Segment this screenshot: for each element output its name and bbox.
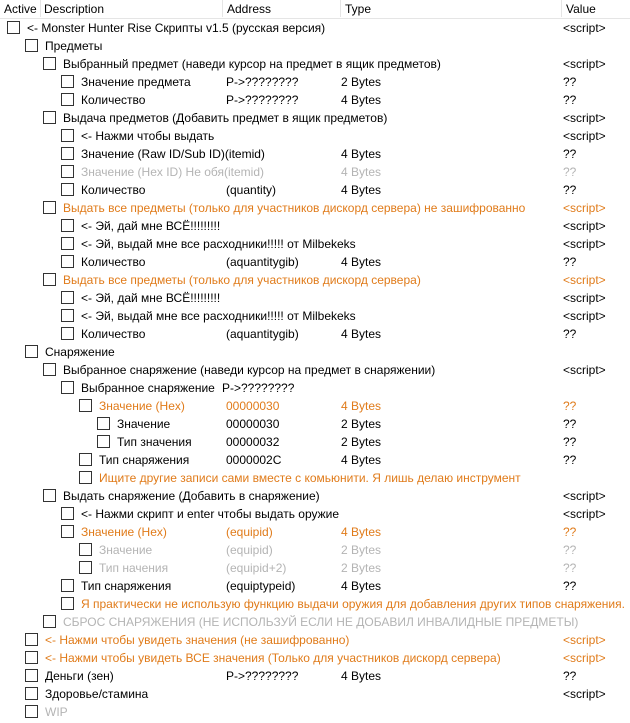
row-value[interactable]: ?? <box>563 561 577 575</box>
row-description[interactable]: СБРОС СНАРЯЖЕНИЯ (НЕ ИСПОЛЬЗУЙ ЕСЛИ НЕ ДОБАВИЛ ИНВАЛИДНЫЕ ПРЕДМЕТЫ) <box>63 615 579 629</box>
row-value[interactable]: ?? <box>563 543 577 557</box>
row-description[interactable]: Значение (Hex ID) Не обя(itemid) <box>81 165 265 179</box>
table-row[interactable] <box>0 523 630 541</box>
table-row[interactable] <box>0 559 630 577</box>
row-description[interactable]: Значение (Hex) <box>99 399 185 413</box>
row-value[interactable]: <script> <box>563 651 606 665</box>
row-description[interactable]: <- Monster Hunter Rise Скрипты v1.5 (русская версия) <box>27 21 326 35</box>
table-row[interactable] <box>0 487 630 505</box>
row-address: (aquantitygib) <box>226 255 299 269</box>
table-row[interactable] <box>0 703 630 721</box>
active-checkbox[interactable] <box>25 669 38 682</box>
row-type: 2 Bytes <box>341 561 382 575</box>
row-value[interactable]: <script> <box>563 219 606 233</box>
row-description[interactable]: Выбранное снаряжение <box>81 381 215 395</box>
row-description[interactable]: Предметы <box>45 39 103 53</box>
row-value[interactable]: <script> <box>563 363 606 377</box>
row-description[interactable]: Выдать снаряжение (Добавить в снаряжение) <box>63 489 320 503</box>
table-row[interactable] <box>0 631 630 649</box>
row-description[interactable]: Значение <box>117 417 171 431</box>
active-checkbox[interactable] <box>61 327 74 340</box>
row-value[interactable]: ?? <box>563 165 577 179</box>
row-value[interactable]: <script> <box>563 633 606 647</box>
row-address: (quantity) <box>226 183 277 197</box>
row-value[interactable]: ?? <box>563 525 577 539</box>
table-row[interactable] <box>0 649 630 667</box>
active-checkbox[interactable] <box>43 615 56 628</box>
row-type: 4 Bytes <box>341 669 382 683</box>
row-type: 4 Bytes <box>341 399 382 413</box>
active-checkbox[interactable] <box>61 597 74 610</box>
header-divider[interactable] <box>40 0 41 17</box>
row-type: 2 Bytes <box>341 75 382 89</box>
row-value[interactable]: ?? <box>563 75 577 89</box>
row-value[interactable]: ?? <box>563 327 577 341</box>
table-row[interactable] <box>0 433 630 451</box>
cheat-table-list <box>0 19 630 721</box>
row-address: P->???????? <box>226 75 299 89</box>
active-checkbox[interactable] <box>61 291 74 304</box>
row-description[interactable]: Количество <box>81 183 146 197</box>
row-address: P->???????? <box>226 669 299 683</box>
row-description[interactable]: Тип значения <box>117 435 192 449</box>
row-address: 00000032 <box>226 435 280 449</box>
row-address: 0000002C <box>226 453 282 467</box>
row-address: (equipid) <box>226 525 273 539</box>
active-checkbox[interactable] <box>61 165 74 178</box>
row-description[interactable]: <- Нажми чтобы выдать <box>81 129 215 143</box>
row-description[interactable]: <- Эй, выдай мне все расходники!!!!! от Milbekeks <box>81 309 356 323</box>
row-type: 4 Bytes <box>341 453 382 467</box>
row-value[interactable]: ?? <box>563 183 577 197</box>
row-description[interactable]: <- Эй, дай мне ВСЁ!!!!!!!!! <box>81 219 221 233</box>
table-row[interactable] <box>0 181 630 199</box>
table-row[interactable] <box>0 577 630 595</box>
header-address[interactable]: Address <box>227 2 272 16</box>
active-checkbox[interactable] <box>79 399 92 412</box>
table-row[interactable] <box>0 541 630 559</box>
header-divider[interactable] <box>340 0 341 17</box>
table-row[interactable] <box>0 253 630 271</box>
row-description[interactable]: Значение предмета <box>81 75 191 89</box>
row-description[interactable]: Количество <box>81 255 146 269</box>
active-checkbox[interactable] <box>61 129 74 142</box>
row-value[interactable]: <script> <box>563 309 606 323</box>
row-description[interactable]: Значение (Hex) <box>81 525 167 539</box>
table-row[interactable] <box>0 163 630 181</box>
row-value[interactable]: <script> <box>563 57 606 71</box>
row-value[interactable]: <script> <box>563 273 606 287</box>
row-type: 2 Bytes <box>341 417 382 431</box>
table-row[interactable] <box>0 307 630 325</box>
table-row[interactable] <box>0 217 630 235</box>
table-row[interactable] <box>0 667 630 685</box>
active-checkbox[interactable] <box>61 507 74 520</box>
active-checkbox[interactable] <box>61 219 74 232</box>
table-row[interactable] <box>0 55 630 73</box>
table-row[interactable] <box>0 145 630 163</box>
row-description[interactable]: <- Эй, дай мне ВСЁ!!!!!!!!! <box>81 291 221 305</box>
table-row[interactable] <box>0 451 630 469</box>
row-type: 4 Bytes <box>341 165 382 179</box>
row-description[interactable]: Здоровье/стамина <box>45 687 149 701</box>
row-description[interactable]: <- Нажми чтобы увидеть значения (не зашифрованно) <box>45 633 350 647</box>
table-row[interactable] <box>0 613 630 631</box>
row-description[interactable]: Значение (Raw ID/Sub ID)(itemid) <box>81 147 265 161</box>
table-row[interactable] <box>0 91 630 109</box>
row-value[interactable]: <script> <box>563 21 606 35</box>
row-description[interactable]: Количество <box>81 93 146 107</box>
row-description[interactable]: Снаряжение <box>45 345 115 359</box>
row-value[interactable]: ?? <box>563 417 577 431</box>
row-address: (equiptypeid) <box>226 579 296 593</box>
active-checkbox[interactable] <box>61 579 74 592</box>
row-value[interactable]: ?? <box>563 579 577 593</box>
table-row[interactable] <box>0 343 630 361</box>
active-checkbox[interactable] <box>43 363 56 376</box>
row-type: 2 Bytes <box>341 435 382 449</box>
active-checkbox[interactable] <box>25 345 38 358</box>
active-checkbox[interactable] <box>79 471 92 484</box>
active-checkbox[interactable] <box>79 561 92 574</box>
header-value[interactable]: Value <box>566 2 596 16</box>
active-checkbox[interactable] <box>61 93 74 106</box>
row-value[interactable]: ?? <box>563 399 577 413</box>
active-checkbox[interactable] <box>61 147 74 160</box>
row-value[interactable]: <script> <box>563 237 606 251</box>
row-description[interactable]: <- Эй, выдай мне все расходники!!!!! от Milbekeks <box>81 237 356 251</box>
active-checkbox[interactable] <box>25 687 38 700</box>
row-value[interactable]: ?? <box>563 147 577 161</box>
table-row[interactable] <box>0 469 630 487</box>
row-value[interactable]: <script> <box>563 489 606 503</box>
row-value[interactable]: <script> <box>563 507 606 521</box>
table-row[interactable] <box>0 505 630 523</box>
row-value[interactable]: ?? <box>563 93 577 107</box>
row-description[interactable]: Ищите другие записи сами вместе с комьюнити. Я лишь делаю инструмент <box>99 471 521 485</box>
row-address: (aquantitygib) <box>226 327 299 341</box>
row-description[interactable]: Количество <box>81 327 146 341</box>
row-value[interactable]: <script> <box>563 201 606 215</box>
active-checkbox[interactable] <box>25 39 38 52</box>
active-checkbox[interactable] <box>61 75 74 88</box>
row-value[interactable]: <script> <box>563 291 606 305</box>
row-address: (equipid) <box>226 543 273 557</box>
row-description[interactable]: Выбранное снаряжение (наведи курсор на предмет в снаряжении) <box>63 363 436 377</box>
table-row[interactable] <box>0 361 630 379</box>
active-checkbox[interactable] <box>7 21 20 34</box>
active-checkbox[interactable] <box>97 417 110 430</box>
row-value[interactable]: ?? <box>563 669 577 683</box>
table-row[interactable] <box>0 325 630 343</box>
table-row[interactable] <box>0 73 630 91</box>
row-description[interactable]: Тип снаряжения <box>99 453 190 467</box>
row-type: 4 Bytes <box>341 525 382 539</box>
active-checkbox[interactable] <box>61 525 74 538</box>
row-type: 4 Bytes <box>341 147 382 161</box>
header-divider[interactable] <box>561 0 562 17</box>
active-checkbox[interactable] <box>61 255 74 268</box>
row-type: 4 Bytes <box>341 579 382 593</box>
active-checkbox[interactable] <box>25 633 38 646</box>
row-description[interactable]: Выдать все предметы (только для участников дискорд сервера) не зашифрованно <box>63 201 526 215</box>
header-divider[interactable] <box>222 0 223 17</box>
table-row[interactable] <box>0 109 630 127</box>
row-value[interactable]: <script> <box>563 111 606 125</box>
active-checkbox[interactable] <box>97 435 110 448</box>
row-type: 2 Bytes <box>341 543 382 557</box>
table-row[interactable] <box>0 397 630 415</box>
row-description[interactable]: <- Нажми чтобы увидеть ВСЕ значения (Только для участников дискорд сервера) <box>45 651 501 665</box>
table-row[interactable] <box>0 37 630 55</box>
header-description[interactable]: Description <box>44 2 105 16</box>
table-row[interactable] <box>0 235 630 253</box>
row-value[interactable]: ?? <box>563 435 577 449</box>
table-row[interactable] <box>0 127 630 145</box>
row-value[interactable]: ?? <box>563 453 577 467</box>
table-row[interactable] <box>0 595 630 613</box>
row-description[interactable]: Тип начения <box>99 561 169 575</box>
active-checkbox[interactable] <box>61 381 74 394</box>
row-value[interactable]: <script> <box>563 687 606 701</box>
row-type: 4 Bytes <box>341 183 382 197</box>
row-address: P->???????? <box>226 93 299 107</box>
table-row[interactable] <box>0 199 630 217</box>
active-checkbox[interactable] <box>79 453 92 466</box>
row-description[interactable]: Я практически не использую функцию выдачи оружия для добавления других типов снаряжения. <box>81 597 625 611</box>
row-description[interactable]: Выдать все предметы (только для участников дискорд сервера) <box>63 273 421 287</box>
table-row[interactable] <box>0 289 630 307</box>
row-description[interactable]: Выдача предметов (Добавить предмет в ящик предметов) <box>63 111 388 125</box>
row-description[interactable]: Деньги (зен) <box>45 669 114 683</box>
active-checkbox[interactable] <box>79 543 92 556</box>
active-checkbox[interactable] <box>25 651 38 664</box>
row-address: 00000030 <box>226 417 280 431</box>
table-row[interactable] <box>0 415 630 433</box>
row-description[interactable]: WIP <box>45 705 68 719</box>
row-address: P->???????? <box>222 381 295 395</box>
active-checkbox[interactable] <box>43 273 56 286</box>
table-row[interactable] <box>0 19 630 37</box>
active-checkbox[interactable] <box>43 111 56 124</box>
header-type[interactable]: Type <box>345 2 372 16</box>
row-description[interactable]: Значение <box>99 543 153 557</box>
row-value[interactable]: ?? <box>563 255 577 269</box>
active-checkbox[interactable] <box>43 57 56 70</box>
table-row[interactable] <box>0 271 630 289</box>
table-row[interactable] <box>0 685 630 703</box>
row-description[interactable]: Выбранный предмет (наведи курсор на предмет в ящик предметов) <box>63 57 441 71</box>
active-checkbox[interactable] <box>25 705 38 718</box>
row-type: 4 Bytes <box>341 327 382 341</box>
active-checkbox[interactable] <box>61 309 74 322</box>
header-active[interactable]: Active <box>4 2 37 16</box>
row-description[interactable]: Тип снаряжения <box>81 579 172 593</box>
row-value[interactable]: <script> <box>563 129 606 143</box>
row-type: 4 Bytes <box>341 93 382 107</box>
row-description[interactable]: <- Нажми скрипт и enter чтобы выдать оружие <box>81 507 340 521</box>
column-header <box>0 0 630 19</box>
table-row[interactable] <box>0 379 630 397</box>
active-checkbox[interactable] <box>43 201 56 214</box>
row-address: 00000030 <box>226 399 280 413</box>
active-checkbox[interactable] <box>43 489 56 502</box>
row-address: (equipid+2) <box>226 561 287 575</box>
row-type: 4 Bytes <box>341 255 382 269</box>
active-checkbox[interactable] <box>61 237 74 250</box>
active-checkbox[interactable] <box>61 183 74 196</box>
